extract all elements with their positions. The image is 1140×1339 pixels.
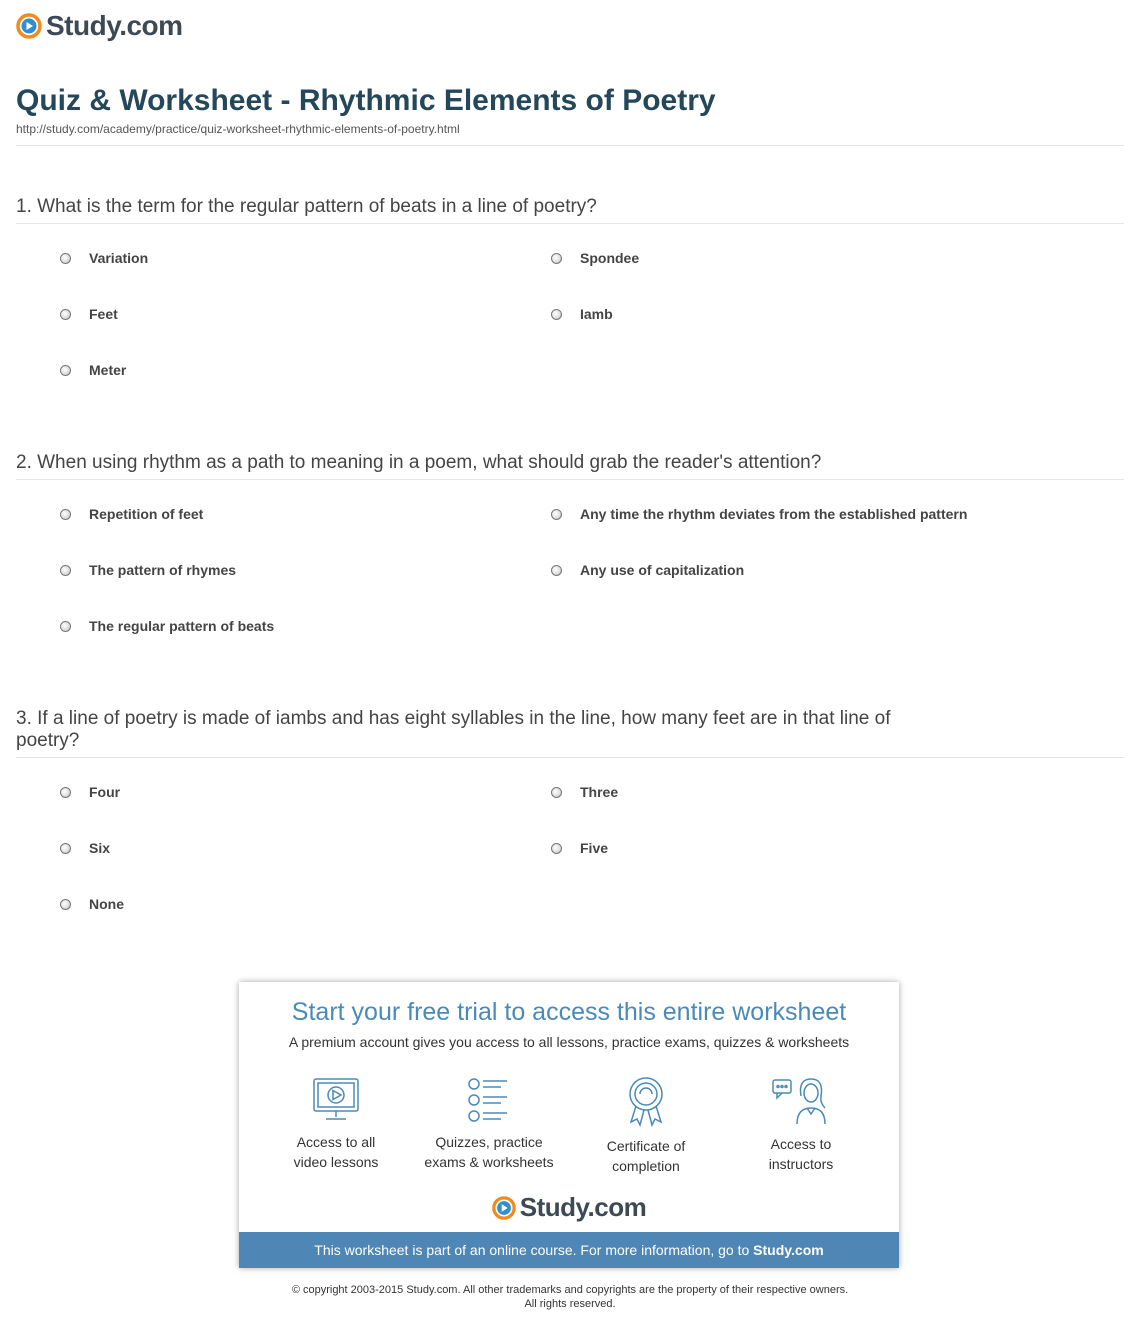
divider [16,223,1124,224]
q1-option-e[interactable] [60,362,126,378]
feature-label-line2: exams & worksheets [424,1154,554,1170]
feature-label-line2: completion [612,1158,680,1174]
option-label: Four [89,784,121,800]
copyright-line2: All rights reserved. [524,1298,616,1310]
radio-button[interactable] [60,509,71,520]
copyright-line1: © copyright 2003-2015 Study.com. All other trademarks and copyrights are the property of their respective owners. [291,1284,849,1296]
question-3-text: 3. If a line of poetry is made of iambs and has eight syllables in the line, how many feet are in that line of poetry? [16,708,891,751]
q1-option-c[interactable] [60,306,118,322]
promo-study-logo[interactable] [239,1192,899,1223]
question-2-text: 2. When using rhythm as a path to meaning in a poem, what should grab the reader's attention? [16,452,822,473]
logo-text: Study.com [46,10,183,41]
q3-option-e[interactable] [60,896,124,912]
divider [16,145,1124,146]
radio-button[interactable] [60,899,71,910]
option-label: Any time the rhythm deviates from the established pattern [580,506,968,522]
q3-option-b[interactable] [551,784,618,800]
logo-text: Study.com [519,1192,647,1222]
q1-option-b[interactable] [551,250,639,266]
option-label: Any use of capitalization [580,562,745,578]
promo-subtitle: A premium account gives you access to all lessons, practice exams, quizzes & worksheets [288,1034,850,1050]
feature-certificate [571,1076,721,1176]
q2-option-a[interactable] [60,506,203,522]
option-label: Meter [89,362,127,378]
q3-option-c[interactable] [60,840,110,856]
radio-button[interactable] [60,309,71,320]
feature-video-lessons [261,1076,411,1172]
page-title: Quiz & Worksheet - Rhythmic Elements of Poetry [16,84,716,117]
free-trial-promo [239,982,899,1268]
checklist-icon [467,1076,511,1124]
q2-option-c[interactable] [60,562,236,578]
option-label: None [89,896,124,912]
option-label: Three [580,784,619,800]
feature-quizzes [414,1076,564,1172]
radio-button[interactable] [60,787,71,798]
radio-button[interactable] [551,309,562,320]
radio-button[interactable] [60,621,71,632]
q3-option-d[interactable] [551,840,608,856]
radio-button[interactable] [551,787,562,798]
instructor-icon [771,1076,831,1126]
study-play-logo-icon [16,13,42,39]
study-link[interactable]: Study.com [753,1242,824,1258]
study-play-logo-icon [492,1196,516,1220]
option-label: Spondee [580,250,640,266]
certificate-ribbon-icon [626,1076,666,1128]
feature-label-line2: instructors [768,1156,834,1172]
radio-button[interactable] [551,509,562,520]
radio-button[interactable] [551,843,562,854]
radio-button[interactable] [551,565,562,576]
course-info-bar [239,1232,899,1268]
q1-option-a[interactable] [60,250,148,266]
radio-button[interactable] [60,365,71,376]
radio-button[interactable] [60,843,71,854]
option-label: Repetition of feet [89,506,204,522]
promo-title[interactable]: Start your free trial to access this entire worksheet [291,998,847,1026]
radio-button[interactable] [60,565,71,576]
option-label: Six [89,840,111,856]
option-label: The regular pattern of beats [89,618,275,634]
radio-button[interactable] [551,253,562,264]
video-lesson-icon [311,1076,361,1124]
option-label: The pattern of rhymes [89,562,237,578]
q2-option-d[interactable] [551,562,744,578]
question-1-text: 1. What is the term for the regular pattern of beats in a line of poetry? [16,196,597,217]
q2-option-b[interactable] [551,506,967,522]
q1-option-d[interactable] [551,306,613,322]
radio-button[interactable] [60,253,71,264]
feature-label-line1: Access to [770,1136,832,1152]
option-label: Feet [89,306,118,322]
study-logo[interactable] [16,10,183,42]
copyright-footer [0,1283,1140,1311]
option-label: Variation [89,250,149,266]
feature-label-line1: Certificate of [606,1138,686,1154]
divider [16,479,1124,480]
page-url[interactable]: http://study.com/academy/practice/quiz-worksheet-rhythmic-elements-of-poetry.html [16,122,460,136]
feature-label-line2: video lessons [293,1154,379,1170]
divider [16,757,1124,758]
feature-instructors [726,1076,876,1174]
feature-label-line1: Access to all [296,1134,376,1150]
q3-option-a[interactable] [60,784,120,800]
course-info-text: This worksheet is part of an online course. For more information, go to [314,1242,754,1258]
option-label: Five [580,840,609,856]
feature-label-line1: Quizzes, practice [435,1134,543,1150]
option-label: Iamb [580,306,613,322]
q2-option-e[interactable] [60,618,274,634]
